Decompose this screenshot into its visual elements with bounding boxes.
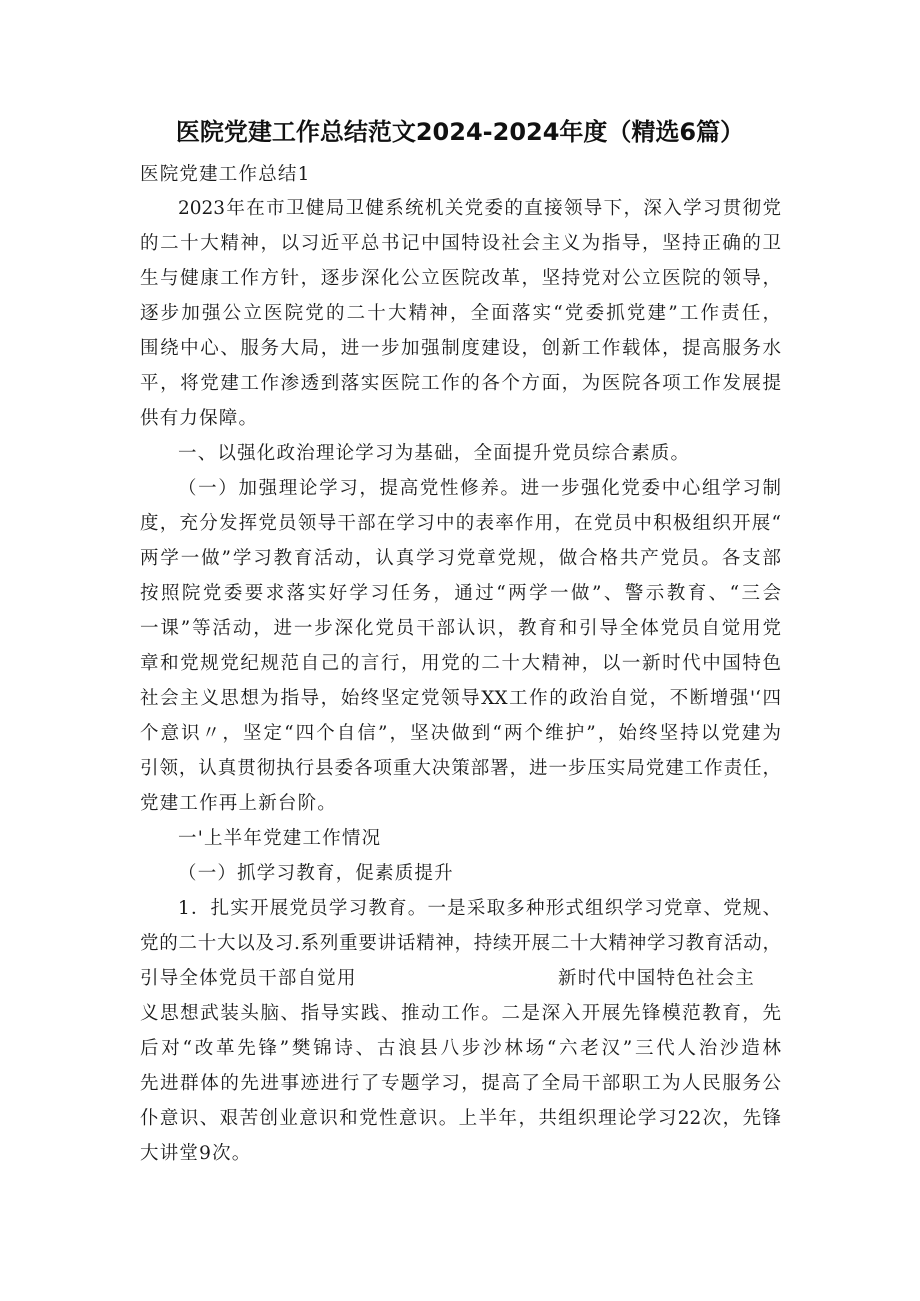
paragraph-line: 围绕中心、服务大局，进一步加强制度建设，创新工作载体，提高服务水	[140, 338, 781, 359]
paragraph-line: 引导全体党员干部自觉用	[140, 968, 357, 989]
paragraph-line: （一）加强理论学习，提高党性修养。进一步强化党委中心组学习制	[178, 478, 781, 499]
paragraph-line: 后对“改革先锋”樊锦诗、古浪县八步沙林场“六老汉”三代人治沙造林	[140, 1038, 781, 1059]
paragraph-line: 2023年在市卫健局卫健系统机关党委的直接领导下，深入学习贯彻党	[178, 198, 781, 219]
paragraph-line: 新时代中国特色社会主	[558, 968, 756, 989]
paragraph-line: 义思想武装头脑、指导实践、推动工作。二是深入开展先锋模范教育，先	[140, 1003, 781, 1024]
paragraph-line: 平，将党建工作渗透到落实医院工作的各个方面，为医院各项工作发展提	[140, 373, 781, 394]
paragraph-line: 大讲堂9次。	[140, 1143, 252, 1164]
paragraph-line: 引领，认真贯彻执行县委各项重大决策部署，进一步压实局党建工作责任，	[140, 758, 781, 779]
paragraph-line: 党建工作再上新台阶。	[140, 793, 338, 814]
section-heading: 医院党建工作总结1	[140, 164, 311, 185]
section-heading: 一'上半年党建工作情况	[178, 828, 382, 849]
paragraph-line: 供有力保障。	[140, 408, 259, 429]
section-heading: 一、以强化政治理论学习为基础，全面提升党员综合素质。	[178, 443, 691, 464]
paragraph-line: 生与健康工作方针，逐步深化公立医院改革，坚持党对公立医院的领导，	[140, 268, 781, 289]
paragraph-line: 的二十大精神，以习近平总书记中国特设社会主义为指导，坚持正确的卫	[140, 233, 781, 254]
paragraph-line: 党的二十大以及习.系列重要讲话精神，持续开展二十大精神学习教育活动，	[140, 933, 781, 954]
paragraph-line: 1．扎实开展党员学习教育。一是采取多种形式组织学习党章、党规、	[178, 898, 781, 919]
paragraph-line: 先进群体的先进事迹进行了专题学习，提高了全局干部职工为人民服务公	[140, 1073, 781, 1094]
paragraph-line: 一课”等活动，进一步深化党员干部认识，教育和引导全体党员自觉用党	[140, 618, 781, 639]
document-title: 医院党建工作总结范文2024-2024年度（精选6篇）	[175, 118, 745, 146]
paragraph-line: 逐步加强公立医院党的二十大精神，全面落实“党委抓党建”工作责任，	[140, 303, 781, 324]
paragraph-line: 按照院党委要求落实好学习任务，通过“两学一做”、警示教育、“三会	[140, 583, 781, 604]
paragraph-line: 个意识〃，坚定“四个自信”，坚决做到“两个维护”，始终坚持以党建为	[140, 723, 781, 744]
section-heading: （一）抓学习教育，促素质提升	[178, 863, 454, 884]
paragraph-line: 仆意识、艰苦创业意识和党性意识。上半年，共组织理论学习22次，先锋	[140, 1108, 781, 1129]
paragraph-line: 度，充分发挥党员领导干部在学习中的表率作用，在党员中积极组织开展“	[140, 513, 781, 534]
paragraph-line: 章和党规党纪规范自己的言行，用党的二十大精神，以一新时代中国特色	[140, 653, 781, 674]
paragraph-line: 社会主义思想为指导，始终坚定党领导XX工作的政治自觉，不断增强'‘四	[140, 688, 781, 709]
paragraph-line: 两学一做”学习教育活动，认真学习党章党规，做合格共产党员。各支部	[140, 548, 781, 569]
